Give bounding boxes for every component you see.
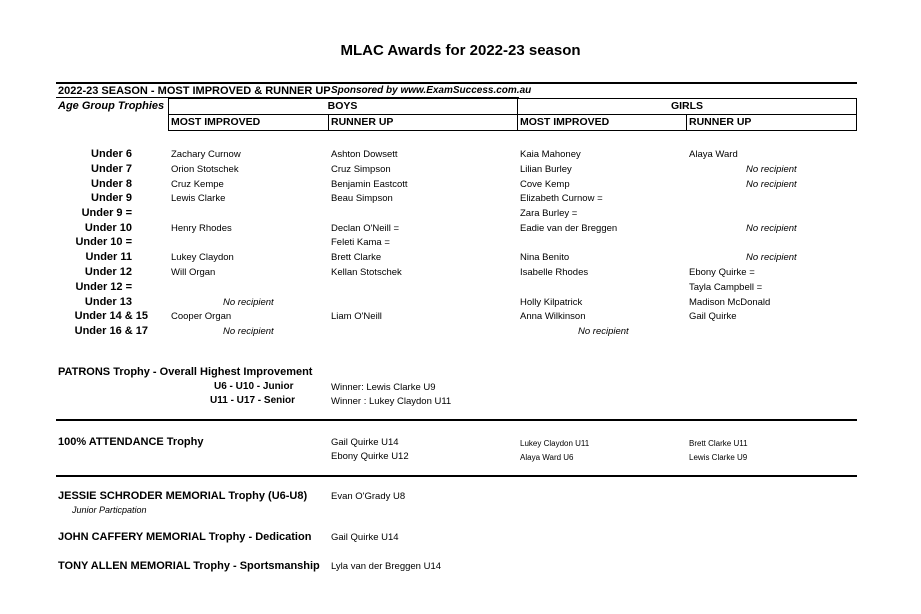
john-caffery-heading: JOHN CAFFERY MEMORIAL Trophy - Dedication (58, 531, 312, 543)
section-divider (56, 82, 857, 84)
age-label: Under 6 (91, 148, 132, 160)
age-label: Under 8 (91, 178, 132, 190)
boys-runner-up-cell: Brett Clarke (331, 252, 382, 263)
girls-most-improved-cell: Zara Burley = (520, 208, 578, 219)
boys-most-improved-cell: Zachary Curnow (171, 149, 241, 160)
girls-runner-up-header: RUNNER UP (689, 116, 752, 128)
age-label: Under 9 (91, 192, 132, 204)
attendance-winner: Lukey Claydon U11 (520, 439, 590, 448)
girls-runner-up-cell: No recipient (746, 164, 797, 175)
boys-most-improved-cell: Lewis Clarke (171, 193, 226, 204)
girls-most-improved-cell: Holly Kilpatrick (520, 297, 583, 308)
girls-runner-up-cell: Gail Quirke (689, 311, 737, 322)
boys-runner-up-cell: Beau Simpson (331, 193, 393, 204)
boys-most-improved-header: MOST IMPROVED (171, 116, 261, 128)
boys-runner-up-cell: Kellan Stotschek (331, 267, 402, 278)
section-divider (56, 475, 857, 477)
boys-most-improved-cell: Cooper Organ (171, 311, 232, 322)
age-label: Under 16 & 17 (74, 325, 148, 337)
patrons-junior-label: U6 - U10 - Junior (214, 381, 294, 392)
girls-most-improved-cell: Anna Wilkinson (520, 311, 586, 322)
attendance-winner: Brett Clarke U11 (689, 439, 748, 448)
age-label: Under 13 (84, 296, 132, 308)
boys-most-improved-cell: Orion Stotschek (171, 164, 239, 175)
jessie-schroder-subheading: Junior Particpation (72, 505, 147, 515)
attendance-winner: Gail Quirke U14 (331, 437, 399, 448)
girls-runner-up-cell: Madison McDonald (689, 297, 771, 308)
girls-most-improved-cell: Elizabeth Curnow = (520, 193, 603, 204)
boys-most-improved-cell: Will Organ (171, 267, 216, 278)
boys-most-improved-cell: Cruz Kempe (171, 179, 224, 190)
girls-most-improved-cell: Cove Kemp (520, 179, 570, 190)
boys-runner-up-cell: Cruz Simpson (331, 164, 391, 175)
boys-runner-up-cell: Liam O'Neill (331, 311, 382, 322)
boys-runner-up-cell: Feleti Kama = (331, 237, 390, 248)
tony-allen-heading: TONY ALLEN MEMORIAL Trophy - Sportsmanship (58, 560, 320, 572)
boys-runner-up-header: RUNNER UP (331, 116, 394, 128)
girls-runner-up-cell: No recipient (746, 179, 797, 190)
page-title: MLAC Awards for 2022-23 season (340, 42, 581, 59)
boys-most-improved-cell: Henry Rhodes (171, 223, 232, 234)
girls-most-improved-cell: Nina Benito (520, 252, 570, 263)
age-label: Under 10 (84, 222, 132, 234)
boys-most-improved-cell: Lukey Claydon (171, 252, 234, 263)
jessie-schroder-heading: JESSIE SCHRODER MEMORIAL Trophy (U6-U8) (58, 490, 308, 502)
jessie-schroder-winner: Evan O'Grady U8 (331, 491, 406, 502)
boys-most-improved-cell: No recipient (223, 297, 274, 308)
john-caffery-winner: Gail Quirke U14 (331, 532, 399, 543)
header-col-divider (686, 114, 687, 131)
header-row-divider (168, 114, 857, 115)
girls-most-improved-cell: Isabelle Rhodes (520, 267, 589, 278)
attendance-heading: 100% ATTENDANCE Trophy (58, 436, 204, 448)
age-label: Under 11 (85, 251, 132, 263)
sponsor-text: Sponsored by www.ExamSuccess.com.au (331, 85, 532, 96)
girls-runner-up-cell: No recipient (746, 223, 797, 234)
girls-most-improved-cell: Lilian Burley (520, 164, 572, 175)
patrons-heading: PATRONS Trophy - Overall Highest Improvement (58, 366, 313, 378)
girls-most-improved-cell: Eadie van der Breggen (520, 223, 618, 234)
attendance-winner: Lewis Clarke U9 (689, 453, 748, 462)
girls-runner-up-cell: No recipient (746, 252, 797, 263)
age-label: Under 12 = (75, 281, 132, 293)
girls-runner-up-cell: Tayla Campbell = (689, 282, 763, 293)
boys-most-improved-cell: No recipient (223, 326, 274, 337)
boys-runner-up-cell: Benjamin Eastcott (331, 179, 408, 190)
age-group-subheading: Age Group Trophies (58, 100, 165, 112)
boys-runner-up-cell: Ashton Dowsett (331, 149, 398, 160)
girls-most-improved-header: MOST IMPROVED (520, 116, 610, 128)
boys-runner-up-cell: Declan O'Neill = (331, 223, 400, 234)
girls-most-improved-cell: No recipient (578, 326, 629, 337)
attendance-winner: Alaya Ward U6 (520, 453, 574, 462)
patrons-senior-winner: Winner : Lukey Claydon U11 (331, 396, 452, 407)
patrons-junior-winner: Winner: Lewis Clarke U9 (331, 382, 436, 393)
age-label: Under 14 & 15 (74, 310, 148, 322)
age-label: Under 12 (84, 266, 132, 278)
girls-most-improved-cell: Kaia Mahoney (520, 149, 581, 160)
attendance-winner: Ebony Quirke U12 (331, 451, 409, 462)
patrons-senior-label: U11 - U17 - Senior (210, 395, 296, 406)
age-label: Under 10 = (75, 236, 132, 248)
age-label: Under 9 = (81, 207, 132, 219)
girls-header: GIRLS (670, 100, 704, 112)
girls-runner-up-cell: Ebony Quirke = (689, 267, 755, 278)
header-col-divider (328, 114, 329, 131)
age-label: Under 7 (91, 163, 132, 175)
section-divider (56, 419, 857, 421)
girls-runner-up-cell: Alaya Ward (689, 149, 738, 160)
tony-allen-winner: Lyla van der Breggen U14 (331, 561, 442, 572)
section-heading: 2022-23 SEASON - MOST IMPROVED & RUNNER UP (58, 85, 331, 97)
boys-header: BOYS (327, 100, 358, 112)
